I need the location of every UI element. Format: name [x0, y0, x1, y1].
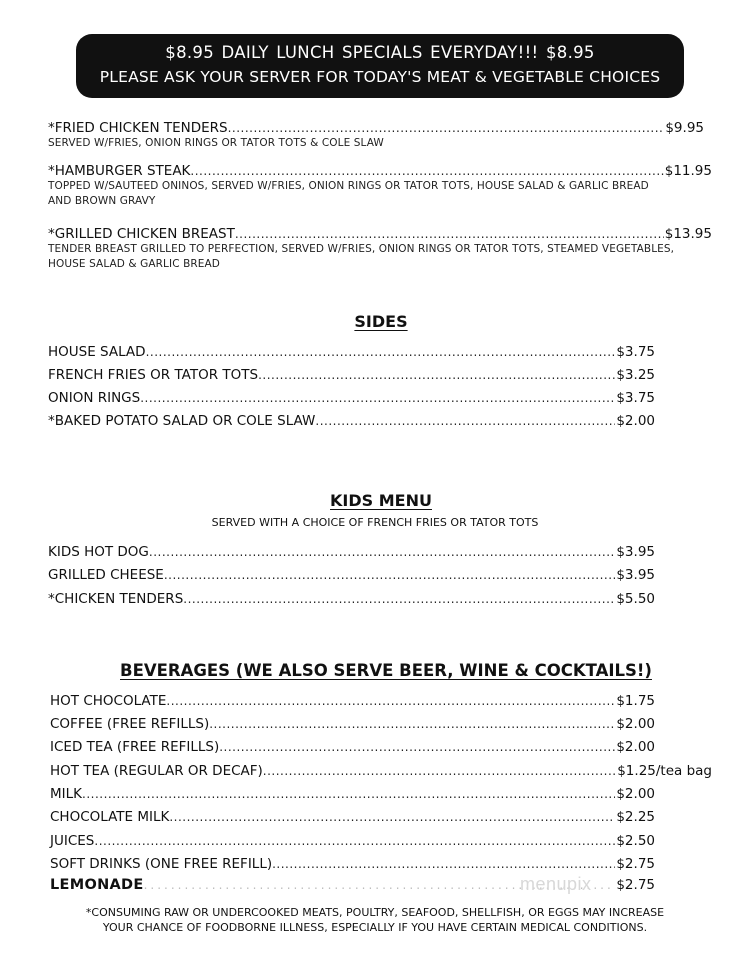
leader-dots	[140, 389, 615, 407]
item-price: $2.00	[616, 786, 655, 802]
allergy-footnote	[0, 905, 750, 935]
item-name: ICED TEA (FREE REFILLS)	[50, 739, 220, 755]
item-name: *CHICKEN TENDERS	[48, 591, 184, 607]
item-price: $11.95	[664, 163, 712, 179]
item-price: $2.00	[616, 413, 655, 429]
item-name: HOUSE SALAD	[48, 344, 146, 360]
item-price: $2.75	[616, 877, 655, 893]
item-price: $3.75	[616, 390, 655, 406]
item-description: TOPPED W/SAUTEED ONINOS, SERVED W/FRIES, ONION RINGS OR TATOR TOTS, HOUSE SALAD & GARLIC BREAD AND BROWN GRAVY	[48, 180, 649, 207]
beverage-item	[50, 692, 655, 710]
item-name: MILK	[50, 786, 83, 802]
lunch-specials-banner	[76, 34, 684, 98]
item-price: $3.95	[616, 567, 655, 583]
special-item	[48, 225, 712, 243]
banner-line-2: PLEASE ASK YOUR SERVER FOR TODAY'S MEAT & VEGETABLE CHOICES	[99, 68, 661, 86]
leader-dots	[209, 715, 615, 733]
side-item	[48, 389, 655, 407]
beverages-heading: BEVERAGES (WE ALSO SERVE BEER, WINE & COCKTAILS!)	[120, 661, 652, 680]
item-price: $2.00	[616, 739, 655, 755]
side-item	[48, 343, 655, 361]
beverage-item	[50, 808, 655, 826]
item-price: $3.25	[616, 367, 655, 383]
side-item	[48, 412, 655, 430]
leader-dots	[272, 855, 615, 873]
item-name: FRENCH FRIES OR TATOR TOTS	[48, 367, 259, 383]
beverage-item	[50, 855, 655, 873]
item-description: TENDER BREAST GRILLED TO PERFECTION, SERVED W/FRIES, ONION RINGS OR TATOR TOTS, STEAMED VEGETABLES, HOUSE SALAD & GARLIC BREAD	[48, 243, 675, 270]
item-name: *HAMBURGER STEAK	[48, 163, 191, 179]
kids-menu-subtitle: SERVED WITH A CHOICE OF FRENCH FRIES OR TATOR TOTS	[211, 516, 539, 529]
leader-dots	[149, 543, 615, 561]
item-price: $2.25	[616, 809, 655, 825]
leader-dots	[263, 762, 616, 780]
item-price: $3.75	[616, 344, 655, 360]
leader-dots	[166, 692, 615, 710]
beverage-item	[50, 715, 655, 733]
kids-item	[48, 590, 655, 608]
item-name: HOT TEA (REGULAR OR DECAF)	[50, 763, 263, 779]
leader-dots	[164, 566, 616, 584]
item-name: *GRILLED CHICKEN BREAST	[48, 226, 235, 242]
beverage-item	[50, 738, 655, 756]
leader-dots	[183, 590, 615, 608]
item-description: SERVED W/FRIES, ONION RINGS OR TATOR TOTS & COLE SLAW	[48, 137, 384, 149]
item-name: LEMONADE	[50, 877, 144, 893]
special-item	[48, 162, 712, 180]
leader-dots	[190, 162, 663, 180]
leader-dots	[94, 832, 615, 850]
item-price: $1.75	[616, 693, 655, 709]
sides-heading: SIDES	[354, 312, 408, 331]
item-name: SOFT DRINKS (ONE FREE REFILL)	[50, 856, 273, 872]
item-name: GRILLED CHEESE	[48, 567, 164, 583]
item-price: $13.95	[664, 226, 712, 242]
item-price: $9.95	[665, 120, 704, 136]
item-price: $1.25/tea bag	[617, 763, 712, 779]
leader-dots	[82, 785, 615, 803]
item-name: HOT CHOCOLATE	[50, 693, 167, 709]
kids-menu-heading: KIDS MENU	[330, 491, 432, 510]
leader-dots	[228, 119, 665, 137]
item-name: *FRIED CHICKEN TENDERS	[48, 120, 228, 136]
item-price: $3.95	[616, 544, 655, 560]
footnote-line-2: YOUR CHANCE OF FOODBORNE ILLNESS, ESPECIALLY IF YOU HAVE CERTAIN MEDICAL CONDITIONS.	[102, 921, 648, 934]
item-name: *BAKED POTATO SALAD OR COLE SLAW	[48, 413, 316, 429]
item-price: $5.50	[616, 591, 655, 607]
leader-dots	[315, 412, 615, 430]
footnote-line-1: *CONSUMING RAW OR UNDERCOOKED MEATS, POULTRY, SEAFOOD, SHELLFISH, OR EGGS MAY INCREASE	[85, 906, 665, 919]
leader-dots	[169, 808, 615, 826]
beverage-item	[50, 785, 655, 803]
banner-line-1: $8.95 DAILY LUNCH SPECIALS EVERYDAY!!! $8.95	[165, 43, 595, 62]
item-price: $2.50	[616, 833, 655, 849]
item-price: $2.00	[616, 716, 655, 732]
kids-item	[48, 566, 655, 584]
special-item	[48, 119, 704, 137]
leader-dots	[235, 225, 664, 243]
side-item	[48, 366, 655, 384]
kids-item	[48, 543, 655, 561]
menupix-watermark: menupix	[520, 874, 592, 894]
item-name: ONION RINGS	[48, 390, 141, 406]
item-name: KIDS HOT DOG	[48, 544, 149, 560]
item-name: JUICES	[50, 833, 95, 849]
leader-dots	[146, 343, 616, 361]
leader-dots	[258, 366, 615, 384]
item-price: $2.75	[616, 856, 655, 872]
leader-dots	[219, 738, 615, 756]
item-name: CHOCOLATE MILK	[50, 809, 170, 825]
item-name: COFFEE (FREE REFILLS)	[50, 716, 210, 732]
beverage-item	[50, 832, 655, 850]
beverage-item	[50, 762, 712, 780]
